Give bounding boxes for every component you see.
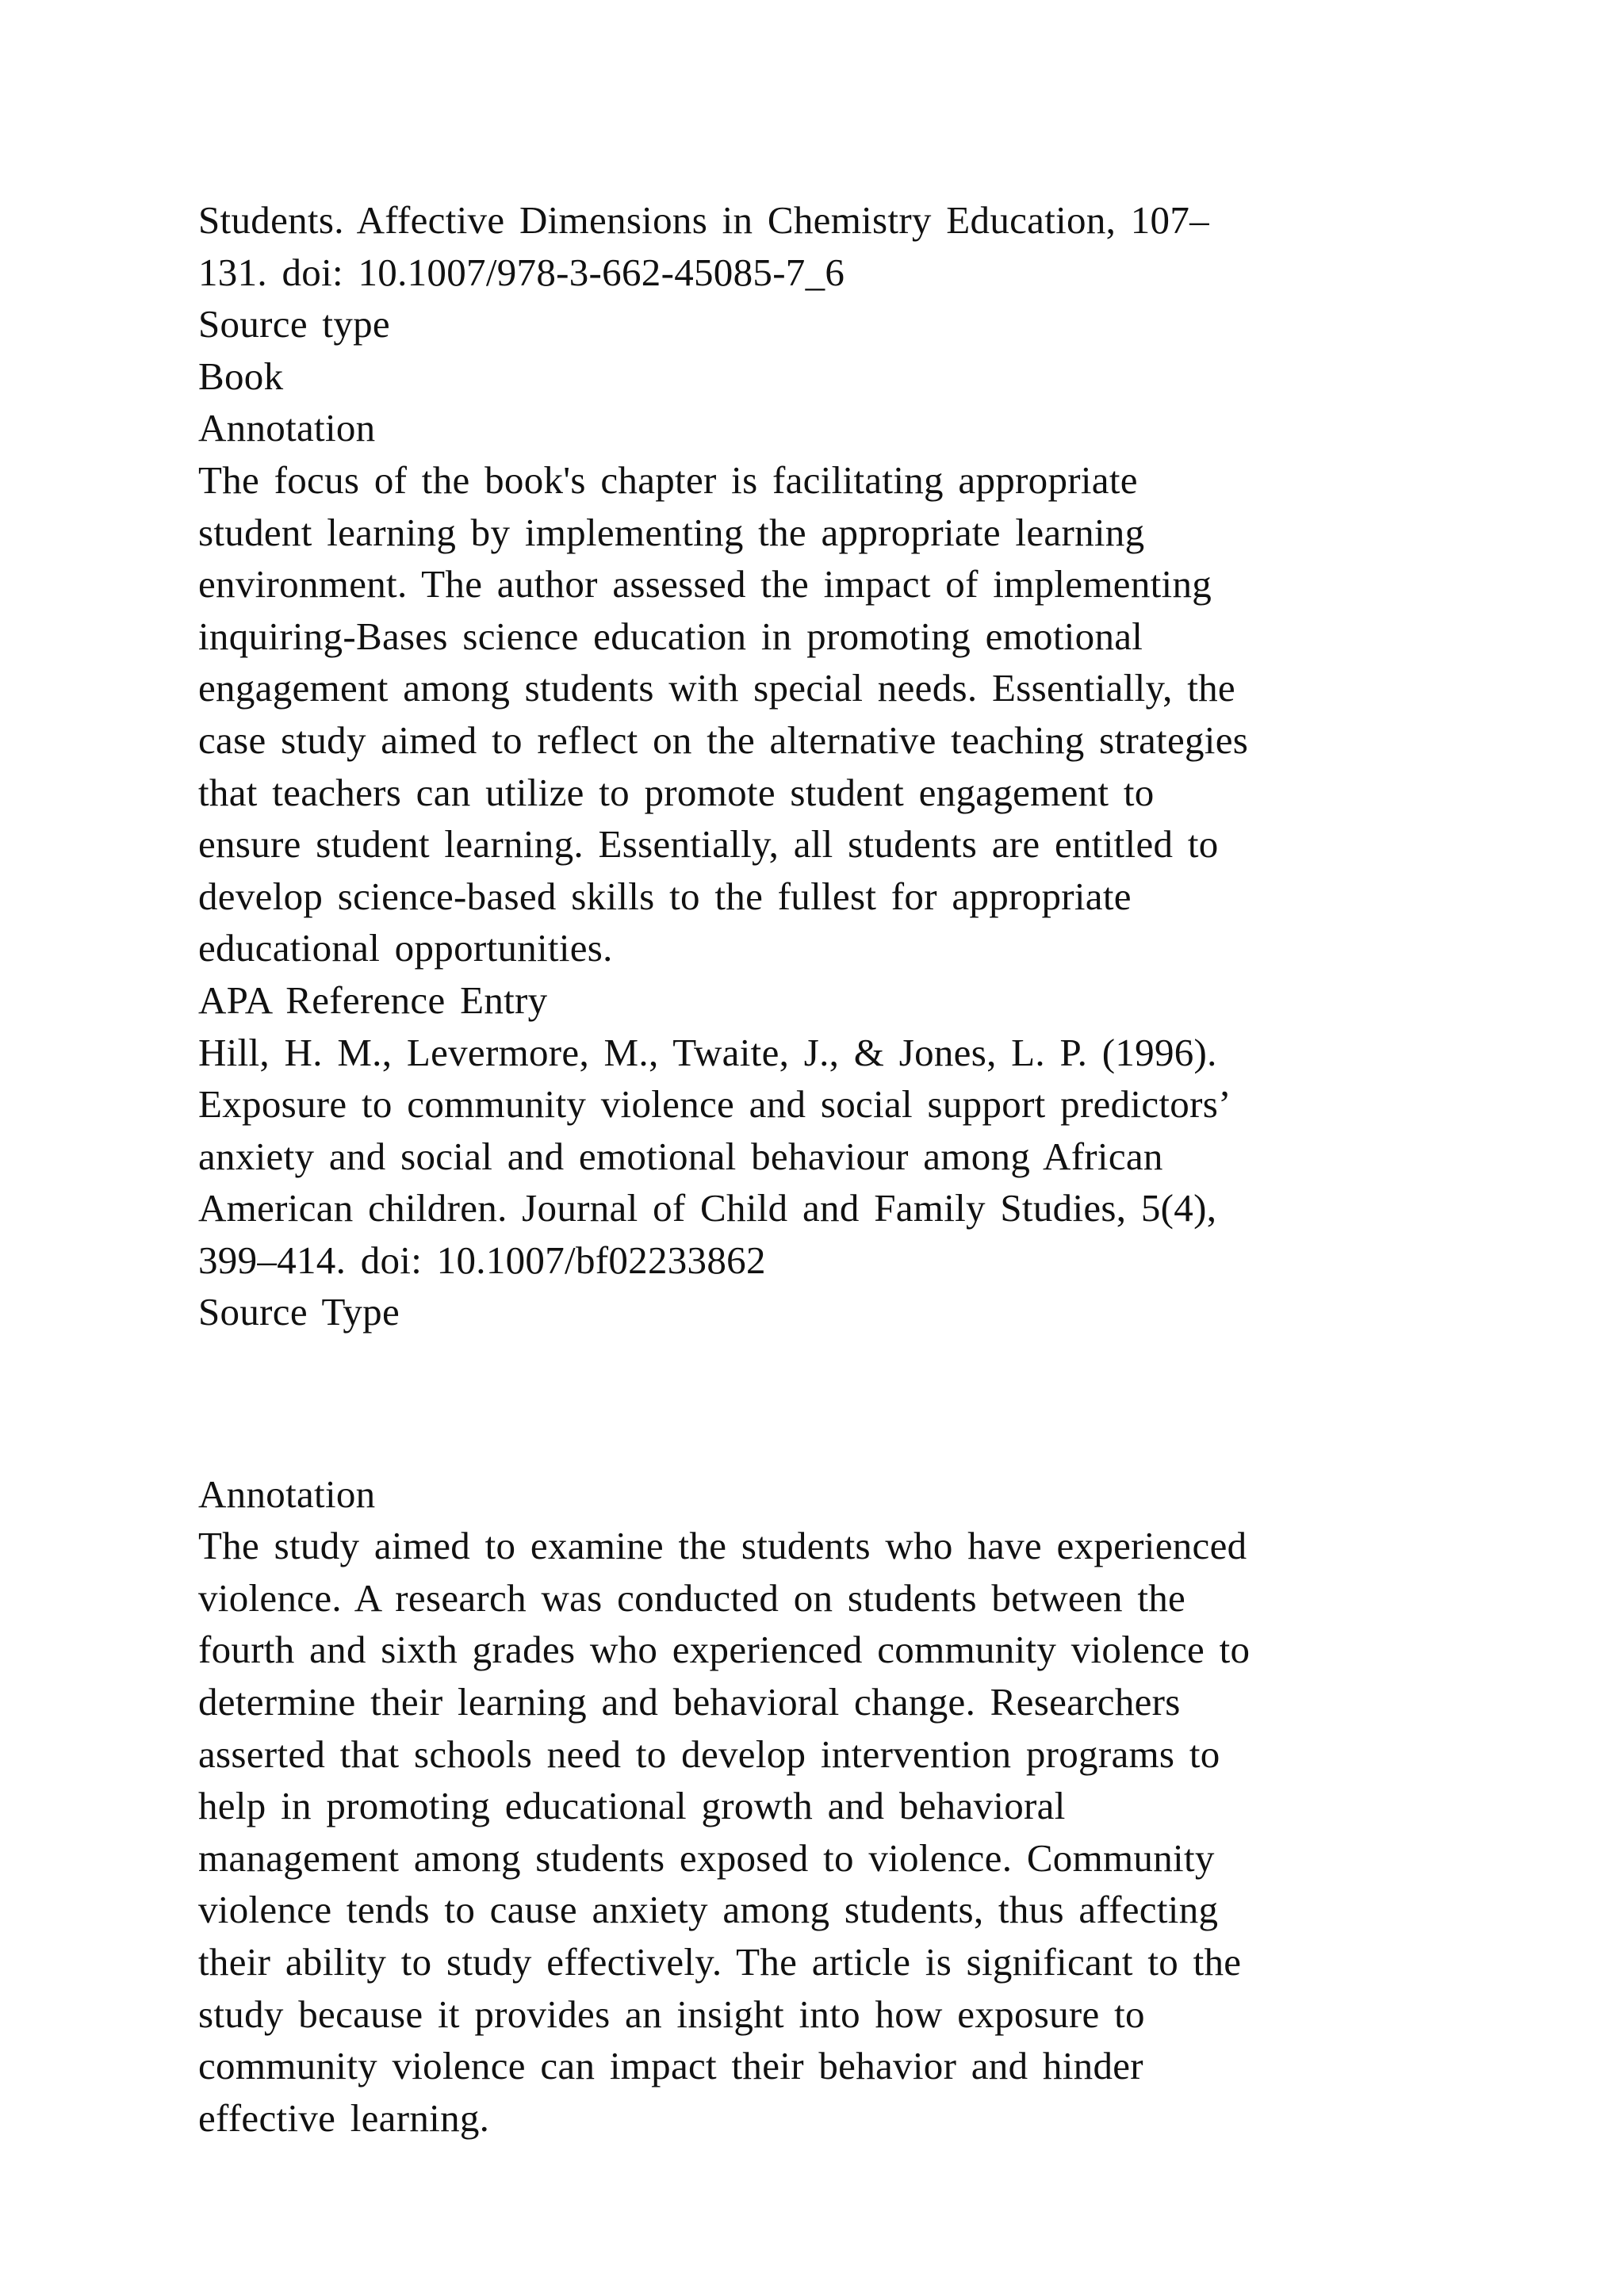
text-line: violence tends to cause anxiety among students, thus affecting [198,1888,1219,1932]
text-line: violence. A research was conducted on students between the [198,1575,1186,1620]
reference-line: Hill, H. M., Levermore, M., Twaite, J., & Jones, L. P. (1996). [198,1030,1217,1074]
reference-line: anxiety and social and emotional behaviour among African [198,1134,1163,1178]
text-line: their ability to study effectively. The article is significant to the [198,1940,1242,1984]
apa-reference-heading: APA Reference Entry [198,978,548,1022]
text-line: 131. doi: 10.1007/978-3-662-45085-7_6 [198,250,845,294]
text-line: ensure student learning. Essentially, all students are entitled to [198,822,1219,867]
text-line: fourth and sixth grades who experienced community violence to [198,1628,1251,1672]
source-type-heading: Source Type [198,1290,400,1334]
source-type-value: Book [198,354,284,398]
annotation-heading: Annotation [198,1471,376,1516]
text-line: Students. Affective Dimensions in Chemistry Education, 107– [198,198,1209,242]
text-line: educational opportunities. [198,926,613,970]
text-line: asserted that schools need to develop intervention programs to [198,1732,1220,1776]
text-line: management among students exposed to violence. Community [198,1835,1215,1880]
text-line: develop science-based skills to the fullest for appropriate [198,874,1132,918]
text-line: student learning by implementing the appropriate learning [198,510,1145,554]
reference-line: 399–414. doi: 10.1007/bf02233862 [198,1238,766,1282]
blank-line [198,1377,1435,1429]
text-line: study because it provides an insight into how exposure to [198,1992,1145,2036]
text-line: community violence can impact their behavior and hinder [198,2044,1143,2088]
text-line: The study aimed to examine the students who have experienced [198,1524,1247,1568]
text-line: effective learning. [198,2095,490,2140]
text-line: that teachers can utilize to promote student engagement to [198,770,1155,814]
reference-line: Exposure to community violence and social support predictors’ [198,1082,1231,1127]
source-type-heading: Source type [198,302,390,346]
text-line: determine their learning and behavioral change. Researchers [198,1680,1181,1724]
text-line: inquiring-Bases science education in promoting emotional [198,614,1143,658]
text-line: The focus of the book's chapter is facilitating appropriate [198,457,1138,502]
text-line: case study aimed to reflect on the alternative teaching strategies [198,718,1249,762]
text-line: engagement among students with special needs. Essentially, the [198,666,1235,710]
reference-line: American children. Journal of Child and Family Studies, 5(4), [198,1186,1217,1230]
text-line: help in promoting educational growth and behavioral [198,1784,1066,1828]
annotation-heading: Annotation [198,406,376,450]
text-line: environment. The author assessed the impact of implementing [198,562,1212,607]
document-text [198,194,1435,2144]
